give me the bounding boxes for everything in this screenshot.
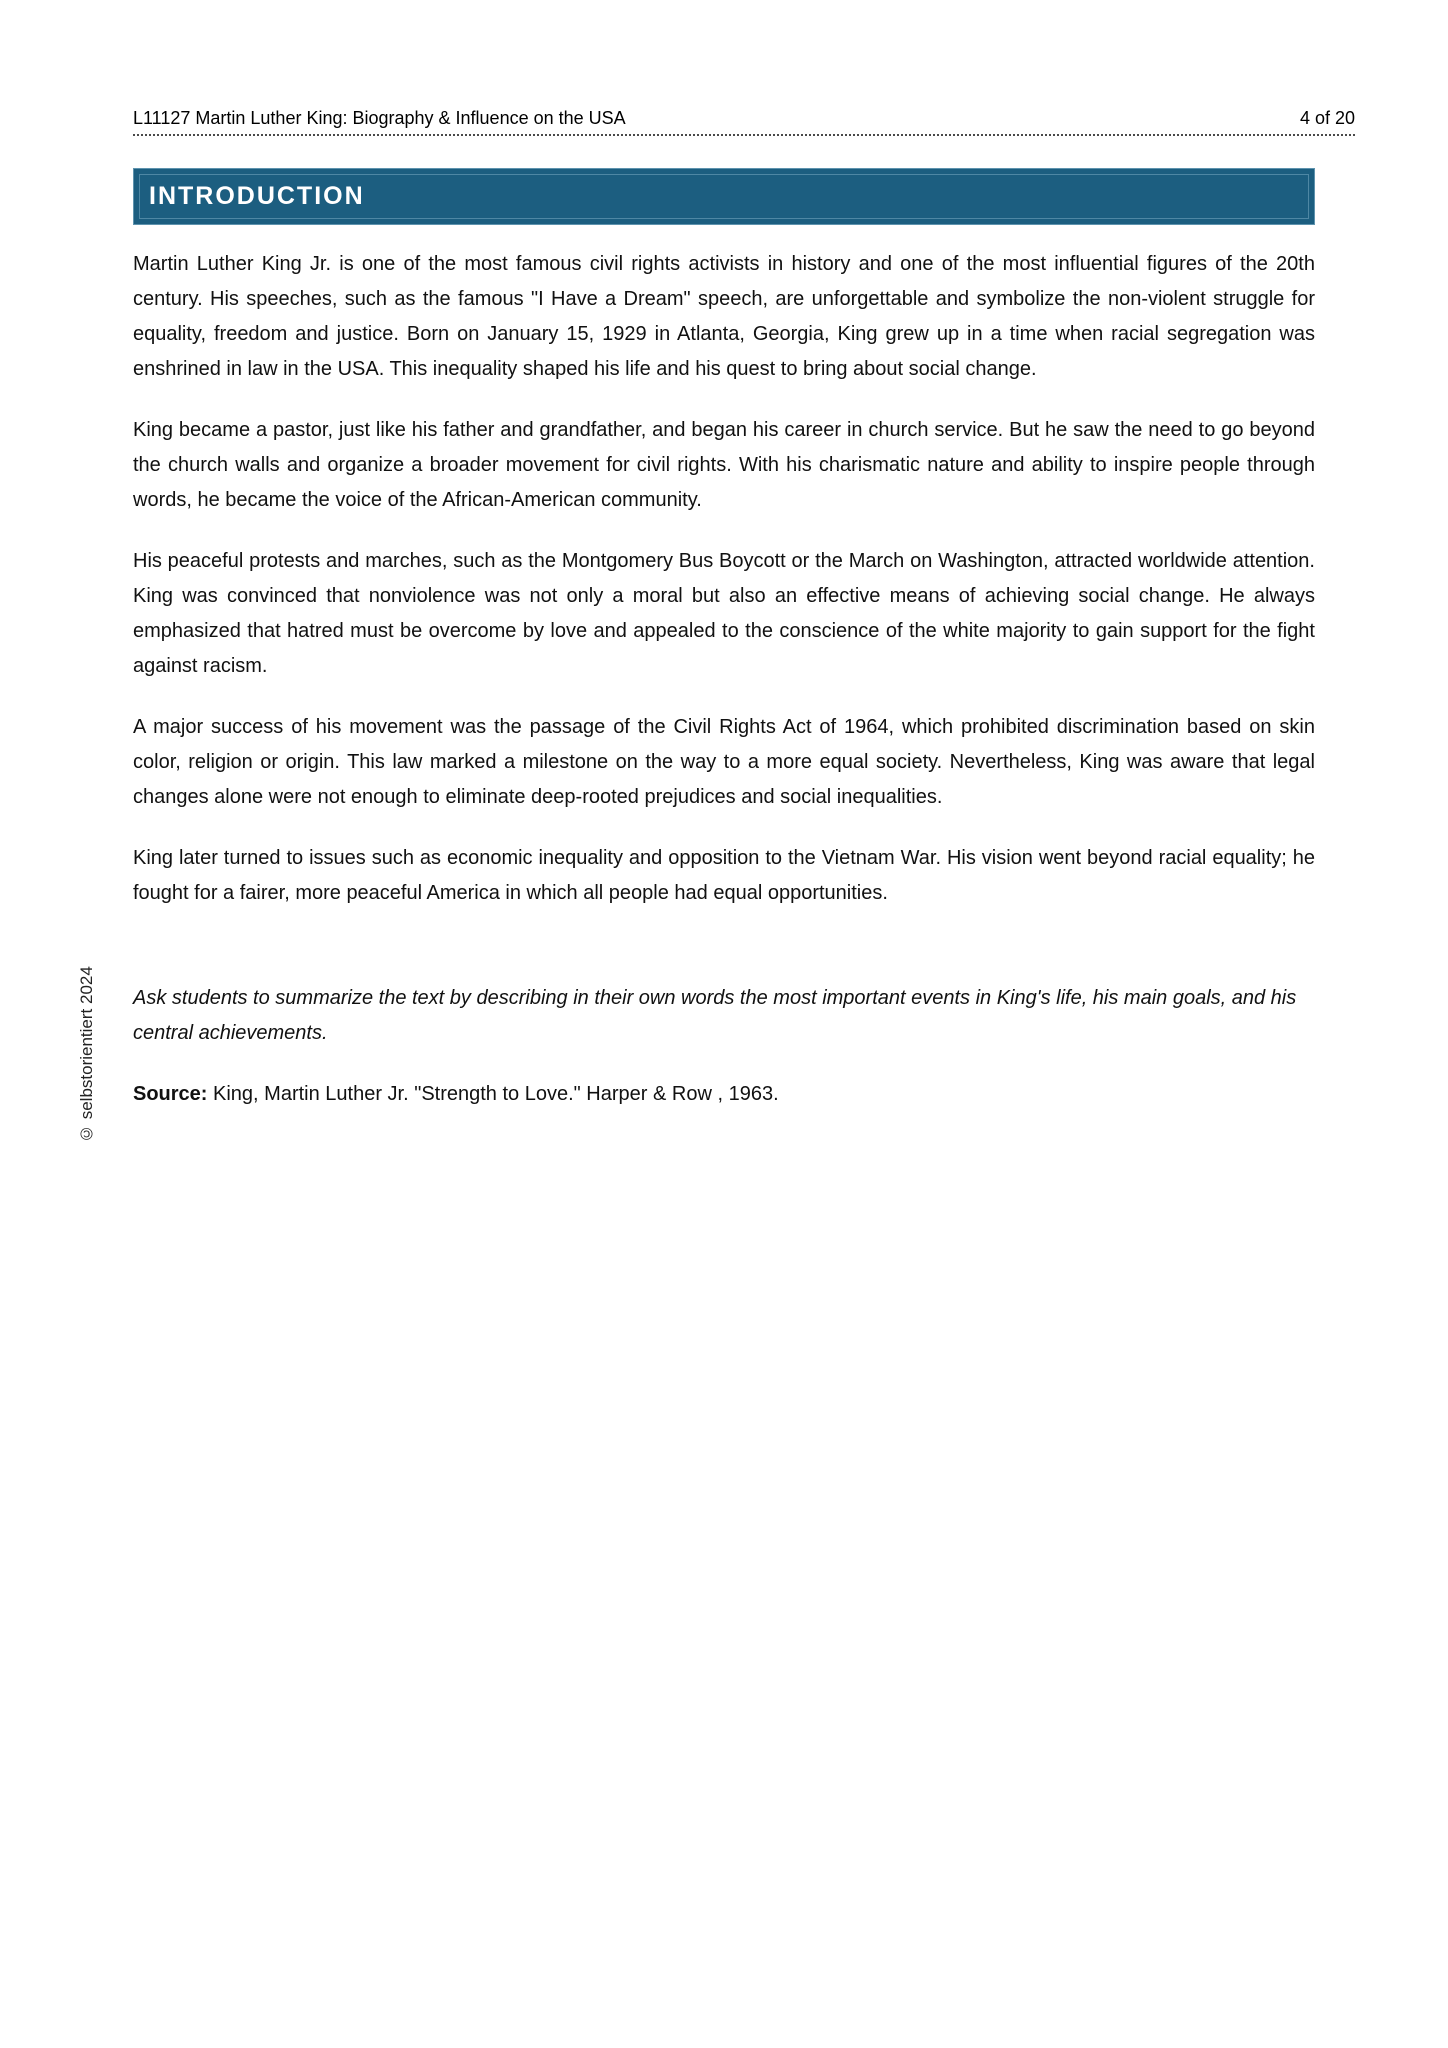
paragraph-4: A major success of his movement was the passage of the Civil Rights Act of 1964, which prohibited discrimination based on skin color, religion or origin. This law marked a milestone on the way to a more equal society. Nevertheless, King was aware that legal changes alone were not enough to eliminate deep-rooted prejudices and social inequalities. bbox=[133, 716, 1315, 808]
source-line bbox=[133, 1077, 1315, 1112]
paragraph-3: His peaceful protests and marches, such as the Montgomery Bus Boycott or the March on Washington, attracted worldwide attention. King was convinced that nonviolence was not only a moral but also an effective means of achieving social change. He always emphasized that hatred must be overcome by love and appealed to the conscience of the white majority to gain support for the fight against racism. bbox=[133, 550, 1315, 677]
paragraph-5: King later turned to issues such as economic inequality and opposition to the Vietnam War. His vision went beyond racial equality; he fought for a fairer, more peaceful America in which all people had equal opportunities. bbox=[133, 847, 1315, 904]
section-title: INTRODUCTION bbox=[149, 182, 365, 210]
teacher-note: Ask students to summarize the text by describing in their own words the most important events in King's life, his main goals, and his central achievements. bbox=[133, 987, 1297, 1044]
header-page-indicator: 4 of 20 bbox=[1299, 108, 1355, 128]
section-banner bbox=[133, 168, 1315, 225]
header-divider bbox=[133, 134, 1355, 136]
paragraph-2: King became a pastor, just like his father and grandfather, and began his career in church service. But he saw the need to go beyond the church walls and organize a broader movement for civil rights. With his charismatic nature and ability to inspire people through words, he became the voice of the African-American community. bbox=[133, 419, 1315, 511]
source-citation: King, Martin Luther Jr. "Strength to Love." Harper & Row , 1963. bbox=[207, 1083, 779, 1105]
section-banner-inner-frame bbox=[139, 174, 1309, 219]
paragraph-1: Martin Luther King Jr. is one of the most famous civil rights activists in history and one of the most influential figures of the 20th century. His speeches, such as the famous "I Have a Dream" speech, are unforgettable and symbolize the non-violent struggle for equality, freedom and justice. Born on January 15, 1929 in Atlanta, Georgia, King grew up in a time when racial segregation was enshrined in law in the USA. This inequality shaped his life and his quest to bring about social change. bbox=[133, 253, 1315, 380]
body-text bbox=[133, 247, 1315, 1112]
content-area bbox=[133, 168, 1315, 1112]
copyright-watermark: © selbstorientiert 2024 bbox=[77, 966, 96, 1144]
page-header bbox=[0, 0, 1448, 134]
header-course-title: L11127 Martin Luther King: Biography & Influence on the USA bbox=[133, 108, 626, 128]
source-label: Source: bbox=[133, 1083, 208, 1105]
